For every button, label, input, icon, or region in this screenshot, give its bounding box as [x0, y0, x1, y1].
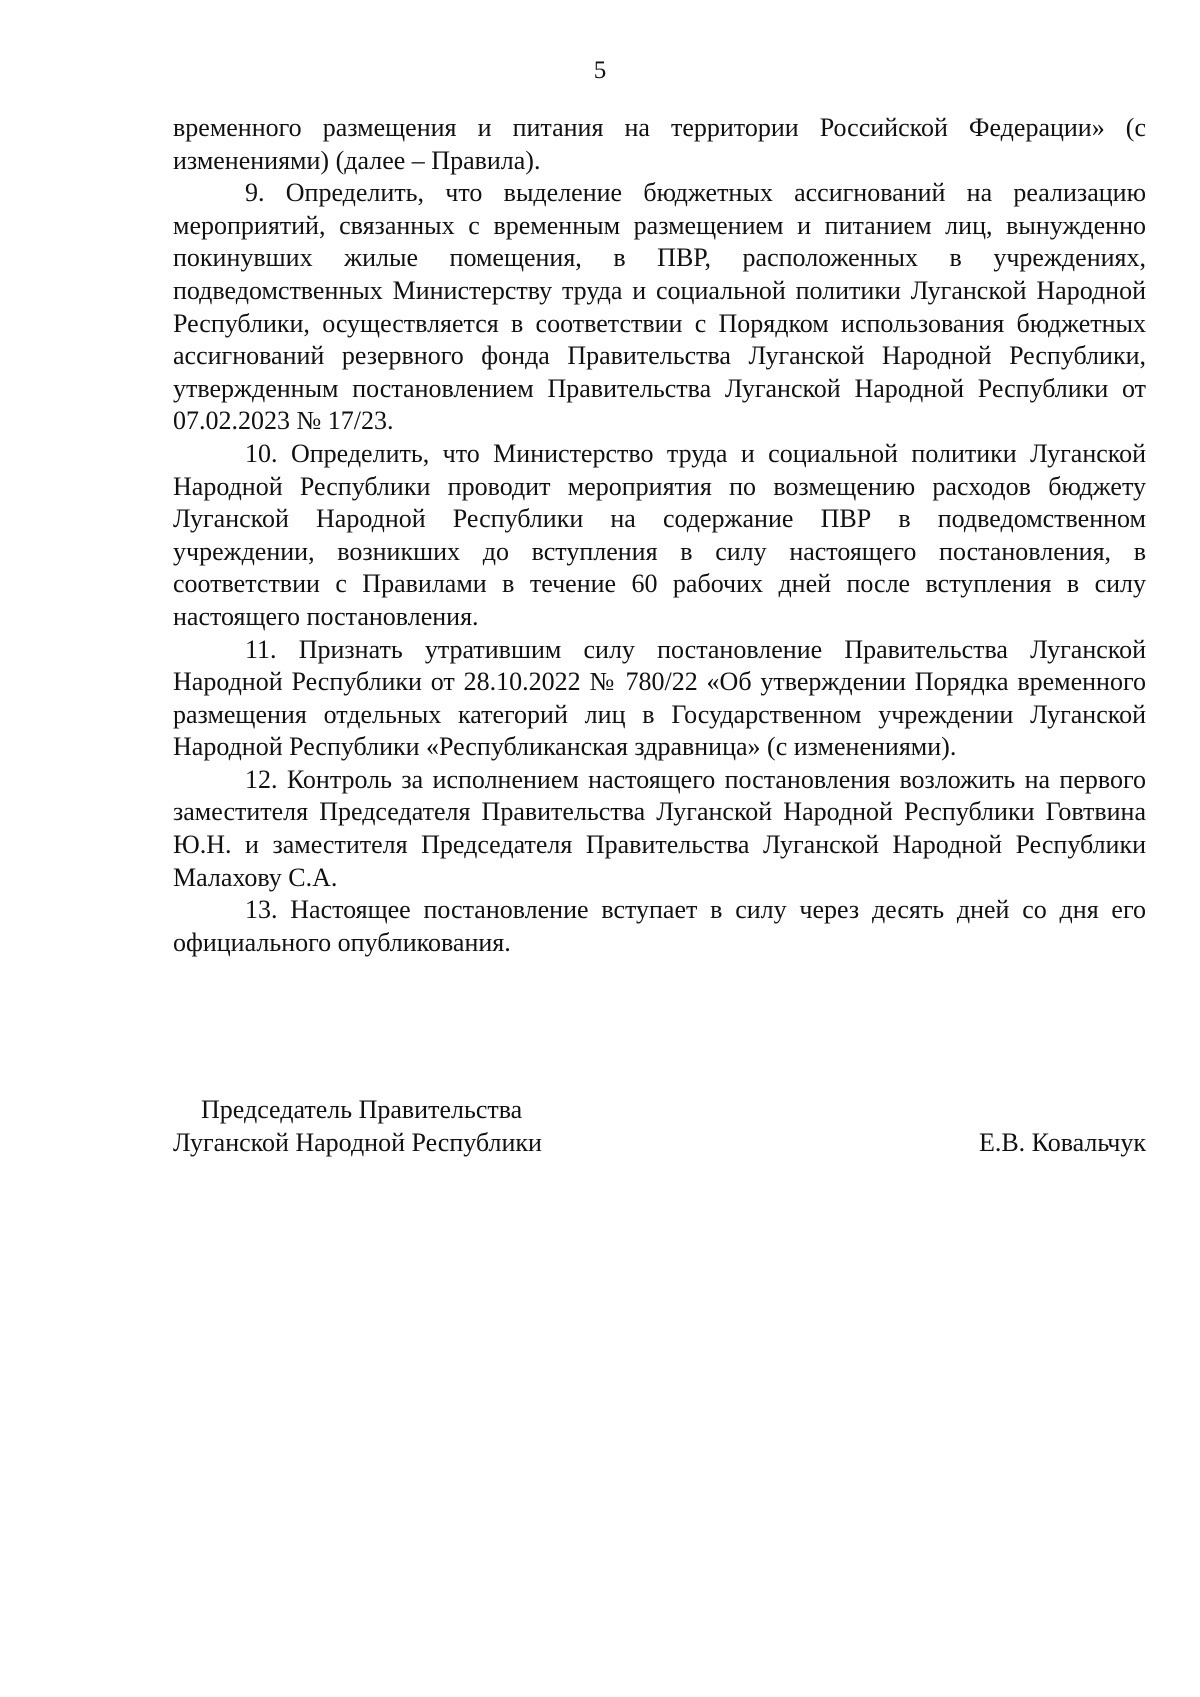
signature-block — [173, 1094, 1146, 1159]
page-number: 5 — [593, 57, 607, 84]
paragraph-10: 10. Определить, что Министерство труда и социальной политики Луганской Народной Республики проводит мероприятия по возмещению расходов бюджету Луганской Народной Республики на содержание ПВР в подведомственном учреждении, возникших до вступления в силу настоящего постановления, в соответствии с Правилами в течение 60 рабочих дней после вступления в силу настоящего постановления. — [173, 438, 1146, 631]
paragraph-11: 11. Признать утратившим силу постановление Правительства Луганской Народной Республики от 28.10.2022 № 780/22 «Об утверждении Порядка временного размещения отдельных категорий лиц в Государственном учреждении Луганской Народной Республики «Республиканская здравница» (с изменениями). — [173, 634, 1146, 762]
signatory-name: Е.В. Ковальчук — [978, 1127, 1146, 1157]
signatory-position-line1: Председатель Правительства — [201, 1095, 523, 1124]
paragraph-continuation: временного размещения и питания на территории Российской Федерации» (с изменениями) (далее – Правила). — [173, 113, 1146, 175]
paragraph-12: 12. Контроль за исполнением настоящего постановления возложить на первого заместителя Председателя Правительства Луганской Народной Республики Говтвина Ю.Н. и заместителя Председателя Правительства Луганской Народной Республики Малахову С.А. — [173, 764, 1146, 892]
paragraph-9: 9. Определить, что выделение бюджетных ассигнований на реализацию мероприятий, связанных с временным размещением и питанием лиц, вынужденно покинувших жилые помещения, в ПВР, расположенных в учреждениях, подведомственных Министерству труда и социальной политики Луганской Народной Республики, осуществляется в соответствии с Порядком использования бюджетных ассигнований резервного фонда Правительства Луганской Народной Республики, утвержденным постановлением Правительства Луганской Народной Республики от 07.02.2023 № 17/23. — [173, 178, 1146, 436]
signature-row — [173, 1127, 1146, 1160]
document-body — [173, 112, 1146, 959]
paragraph-13: 13. Настоящее постановление вступает в силу через десять дней со дня его официального опубликования. — [173, 895, 1146, 957]
signatory-position-line2: Луганской Народной Республики — [173, 1127, 542, 1157]
